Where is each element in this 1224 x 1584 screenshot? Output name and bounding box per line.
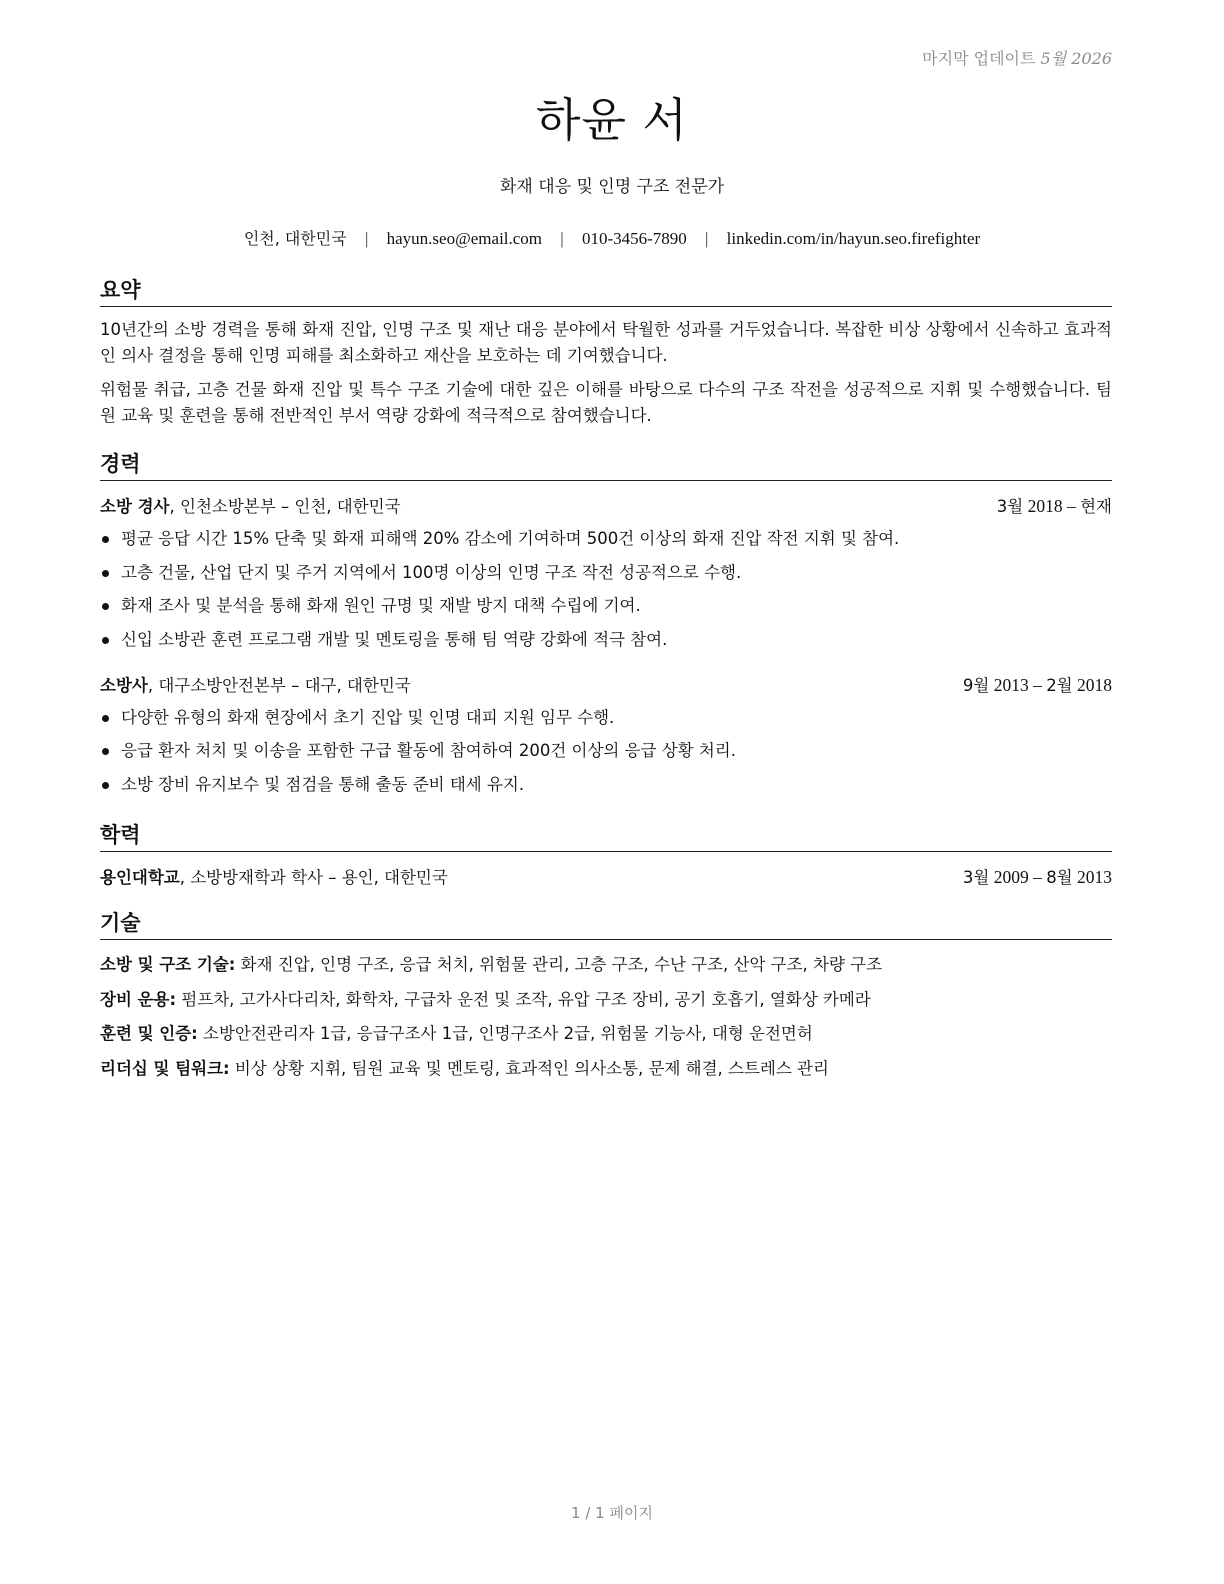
last-updated-month: 5월	[1040, 49, 1067, 68]
skill-category: 소방 및 구조 기술:	[100, 955, 236, 974]
skill-row	[100, 952, 1112, 978]
contact-email[interactable]: hayun.seo@email.com	[386, 229, 543, 248]
date-month: 8월	[1046, 868, 1073, 887]
bullet-dot-icon	[102, 570, 109, 577]
job-header	[100, 493, 1112, 520]
skill-row	[100, 1021, 1112, 1047]
skill-row	[100, 987, 1112, 1013]
date-year: 2009	[993, 867, 1029, 887]
list-item	[100, 772, 1112, 798]
section-heading-education: 학력	[100, 821, 1112, 852]
contact-line	[0, 226, 1224, 249]
date-month: 3월	[962, 868, 990, 887]
bullet-dot-icon	[102, 637, 109, 644]
contact-location: 인천, 대한민국	[243, 229, 347, 248]
person-name: 하윤 서	[536, 93, 688, 147]
summary-paragraph: 10년간의 소방 경력을 통해 화재 진압, 인명 구조 및 재난 대응 분야에서 탁월한 성과를 거두었습니다. 복잡한 비상 상황에서 신속하고 효과적인 의사 결정을 통해 인명 피해를 최소화하고 재산을 보호하는 데 기여했습니다.	[100, 320, 1112, 365]
section-heading-experience: 경력	[100, 450, 1112, 481]
job-org: , 대구소방안전본부 – 대구, 대한민국	[147, 675, 411, 695]
list-item	[100, 526, 1112, 552]
education-entry	[100, 864, 1112, 891]
job-dates	[997, 493, 1112, 520]
job-org: , 인천소방본부 – 인천, 대한민국	[169, 497, 401, 516]
last-updated-prefix: 마지막 업데이트	[922, 49, 1036, 68]
skill-category: 장비 운용:	[100, 989, 177, 1009]
job-entry	[100, 493, 1112, 653]
date-year: 2018	[1077, 674, 1112, 695]
bullet-text: 평균 응답 시간 15% 단축 및 화재 피해액 20% 감소에 기여하며 500건 이상의 화재 진압 작전 지휘 및 참여.	[121, 529, 900, 548]
skill-category: 훈련 및 인증:	[100, 1024, 198, 1043]
list-item	[100, 593, 1112, 619]
bullet-dot-icon	[102, 536, 109, 543]
date-month: 2월	[1046, 675, 1073, 695]
bullet-dot-icon	[102, 748, 109, 755]
skill-values: 펌프차, 고가사다리차, 화학차, 구급차 운전 및 조작, 유압 구조 장비, 공기 호흡기, 열화상 카메라	[176, 989, 871, 1009]
section-heading-summary: 요약	[100, 276, 1112, 307]
education-dates	[963, 864, 1112, 891]
job-title: 소방사	[100, 675, 148, 695]
job-dates	[963, 672, 1112, 699]
last-updated-year: 2026	[1071, 49, 1112, 68]
job-bullets	[100, 705, 1112, 798]
contact-phone: 010-3456-7890	[581, 229, 687, 248]
school-name: 용인대학교	[100, 868, 180, 887]
job-entry	[100, 672, 1112, 798]
job-bullets	[100, 526, 1112, 653]
date-year: 2018	[1027, 496, 1063, 516]
summary-paragraph: 위험물 취급, 고층 건물 화재 진압 및 특수 구조 기술에 대한 깊은 이해를 바탕으로 다수의 구조 작전을 성공적으로 지휘 및 수행했습니다. 팀원 교육 및 훈련을 통해 전반적인 부서 역량 강화에 적극적으로 참여했습니다.	[100, 380, 1112, 425]
contact-separator: |	[560, 229, 564, 248]
education-section	[100, 821, 1112, 891]
date-year: 2013	[993, 674, 1029, 695]
skill-category: 리더십 및 팀워크:	[100, 1058, 230, 1078]
list-item	[100, 560, 1112, 586]
skill-values: 비상 상황 지휘, 팀원 교육 및 멘토링, 효과적인 의사소통, 문제 해결, 스트레스 관리	[229, 1058, 829, 1078]
bullet-text: 다양한 유형의 화재 현장에서 초기 진압 및 인명 대피 지원 임무 수행.	[121, 707, 615, 727]
bullet-text: 응급 환자 처치 및 이송을 포함한 구급 활동에 참여하여 200건 이상의 응급 상황 처리.	[121, 741, 736, 760]
job-subtitle: 화재 대응 및 인명 구조 전문가	[499, 177, 725, 197]
job-header	[100, 672, 1112, 699]
experience-section	[100, 450, 1112, 805]
job-title: 소방 경사	[100, 497, 170, 516]
skill-values: 소방안전관리자 1급, 응급구조사 1급, 인명구조사 2급, 위험물 기능사, 대형 운전면허	[197, 1024, 813, 1043]
page-separator: /	[585, 1504, 591, 1522]
section-heading-skills: 기술	[100, 909, 1112, 940]
bullet-text: 소방 장비 유지보수 및 점검을 통해 출동 준비 태세 유지.	[121, 774, 525, 794]
date-dash: –	[1066, 496, 1076, 516]
skill-row	[100, 1056, 1112, 1082]
date-dash: –	[1033, 674, 1042, 695]
education-detail: , 소방방재학과 학사 – 용인, 대한민국	[179, 868, 448, 887]
list-item	[100, 705, 1112, 731]
date-month: 9월	[962, 675, 990, 695]
page-word: 페이지	[609, 1504, 653, 1522]
list-item	[100, 738, 1112, 764]
bullet-dot-icon	[102, 715, 109, 722]
date-end: 현재	[1080, 497, 1112, 516]
skill-values: 화재 진압, 인명 구조, 응급 처치, 위험물 관리, 고층 구조, 수난 구조, 산악 구조, 차량 구조	[235, 955, 883, 974]
date-month: 3월	[996, 497, 1024, 516]
page-indicator	[0, 1502, 1224, 1523]
bullet-dot-icon	[102, 603, 109, 610]
bullet-text: 화재 조사 및 분석을 통해 화재 원인 규명 및 재발 방지 대책 수립에 기여.	[121, 596, 641, 615]
page-total: 1	[595, 1504, 605, 1522]
bullet-dot-icon	[102, 782, 109, 789]
bullet-text: 고층 건물, 산업 단지 및 주거 지역에서 100명 이상의 인명 구조 작전 성공적으로 수행.	[121, 562, 742, 582]
date-dash: –	[1033, 867, 1042, 887]
contact-separator: |	[705, 229, 709, 248]
page-current: 1	[571, 1504, 581, 1522]
list-item	[100, 627, 1112, 653]
skills-section	[100, 909, 1112, 1090]
last-updated	[922, 46, 1112, 69]
contact-separator: |	[364, 229, 369, 248]
date-year: 2013	[1077, 867, 1112, 887]
summary-section	[100, 276, 1112, 429]
skills-list	[100, 952, 1112, 1082]
bullet-text: 신입 소방관 훈련 프로그램 개발 및 멘토링을 통해 팀 역량 강화에 적극 참여.	[121, 629, 668, 649]
contact-linkedin[interactable]: linkedin.com/in/hayun.seo.firefighter	[726, 229, 981, 248]
